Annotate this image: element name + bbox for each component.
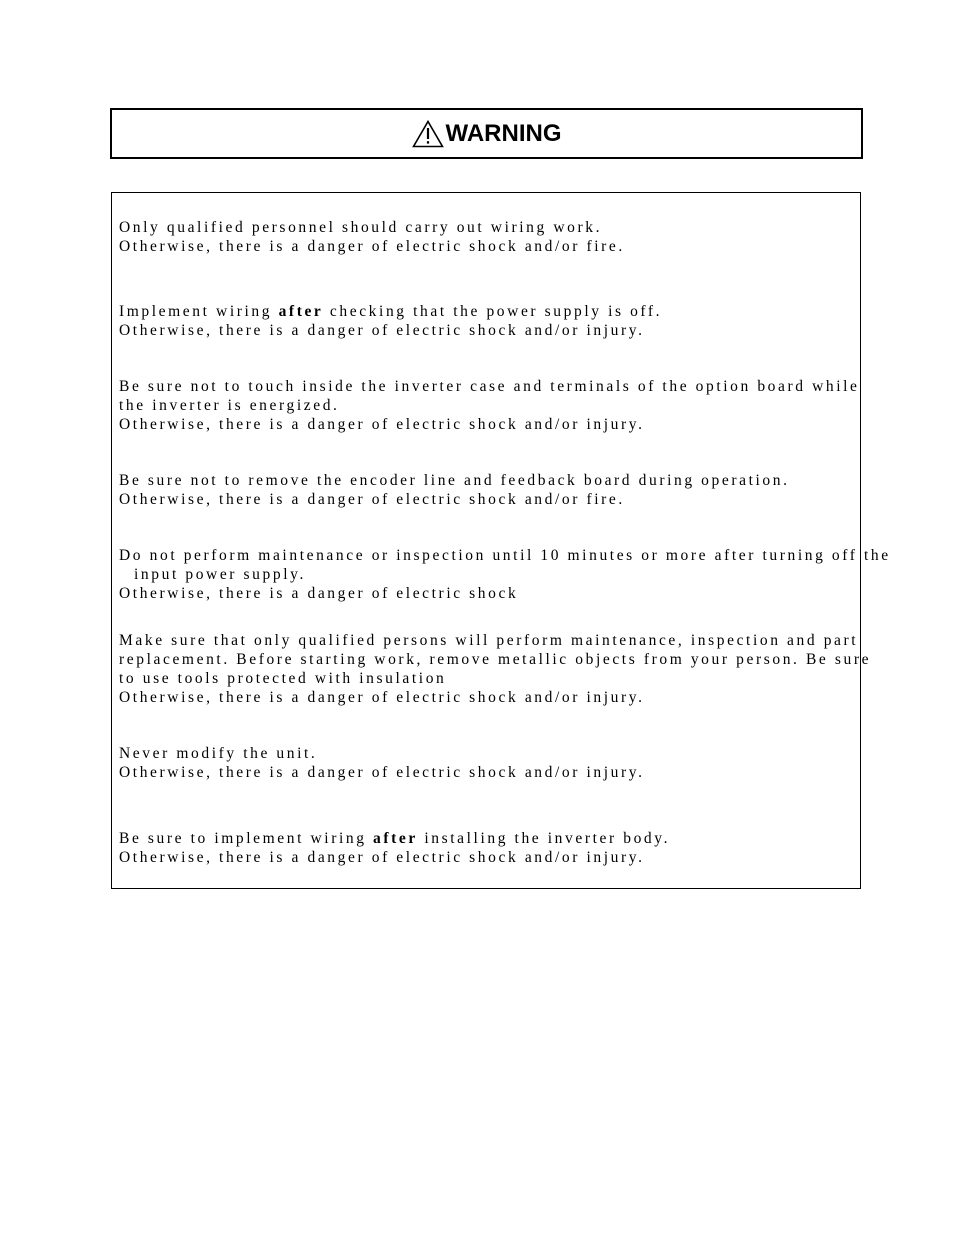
warning-item-encoder-line — [119, 471, 859, 509]
text-line: Do not perform maintenance or inspection until 10 minutes or more after turning off the — [119, 547, 891, 564]
text-line: Be sure not to touch inside the inverter case and terminals of the option board while — [119, 378, 860, 395]
text-line: Only qualified personnel should carry out wiring work. — [119, 219, 603, 236]
warning-header — [110, 108, 863, 159]
text-line: replacement. Before starting work, remove metallic objects from your person. Be sure — [119, 651, 872, 668]
bold-text: after — [373, 830, 418, 847]
warning-item-maintenance-wait — [119, 546, 891, 603]
warning-item-qualified-wiring — [119, 218, 859, 256]
warning-item-wiring-after-install — [119, 829, 859, 867]
text-line — [119, 302, 859, 321]
warning-title — [412, 120, 562, 148]
text-segment: Implement wiring — [119, 303, 279, 320]
text-line — [119, 829, 859, 848]
text-line: the inverter is energized. — [119, 397, 340, 414]
warning-item-qualified-maintenance — [119, 631, 872, 707]
warning-triangle-icon — [412, 120, 444, 148]
warning-item-never-modify — [119, 744, 859, 782]
text-line: Otherwise, there is a danger of electric shock and/or injury. — [119, 849, 645, 866]
text-line: to use tools protected with insulation — [119, 670, 447, 687]
warning-body — [111, 192, 891, 889]
warning-item-do-not-touch — [119, 377, 859, 434]
warning-item-power-off — [119, 302, 859, 340]
text-line: input power supply. — [134, 566, 306, 583]
text-line: Otherwise, there is a danger of electric shock and/or fire. — [119, 238, 625, 255]
text-segment: installing the inverter body. — [417, 830, 671, 847]
text-line: Otherwise, there is a danger of electric shock and/or injury. — [119, 689, 645, 706]
text-segment: checking that the power supply is off. — [323, 303, 663, 320]
warning-title-text: WARNING — [445, 119, 562, 147]
text-line: Otherwise, there is a danger of electric shock and/or fire. — [119, 491, 625, 508]
text-line: Otherwise, there is a danger of electric shock and/or injury. — [119, 322, 645, 339]
text-line: Be sure not to remove the encoder line and feedback board during operation. — [119, 472, 790, 489]
text-line: Otherwise, there is a danger of electric shock and/or injury. — [119, 764, 645, 781]
bold-text: after — [278, 303, 324, 320]
text-line: Never modify the unit. — [119, 745, 318, 762]
text-segment: Be sure to implement wiring — [119, 830, 374, 847]
text-line: Make sure that only qualified persons will perform maintenance, inspection and part — [119, 632, 859, 649]
text-line: Otherwise, there is a danger of electric shock and/or injury. — [119, 416, 645, 433]
text-line: Otherwise, there is a danger of electric shock — [119, 585, 519, 602]
